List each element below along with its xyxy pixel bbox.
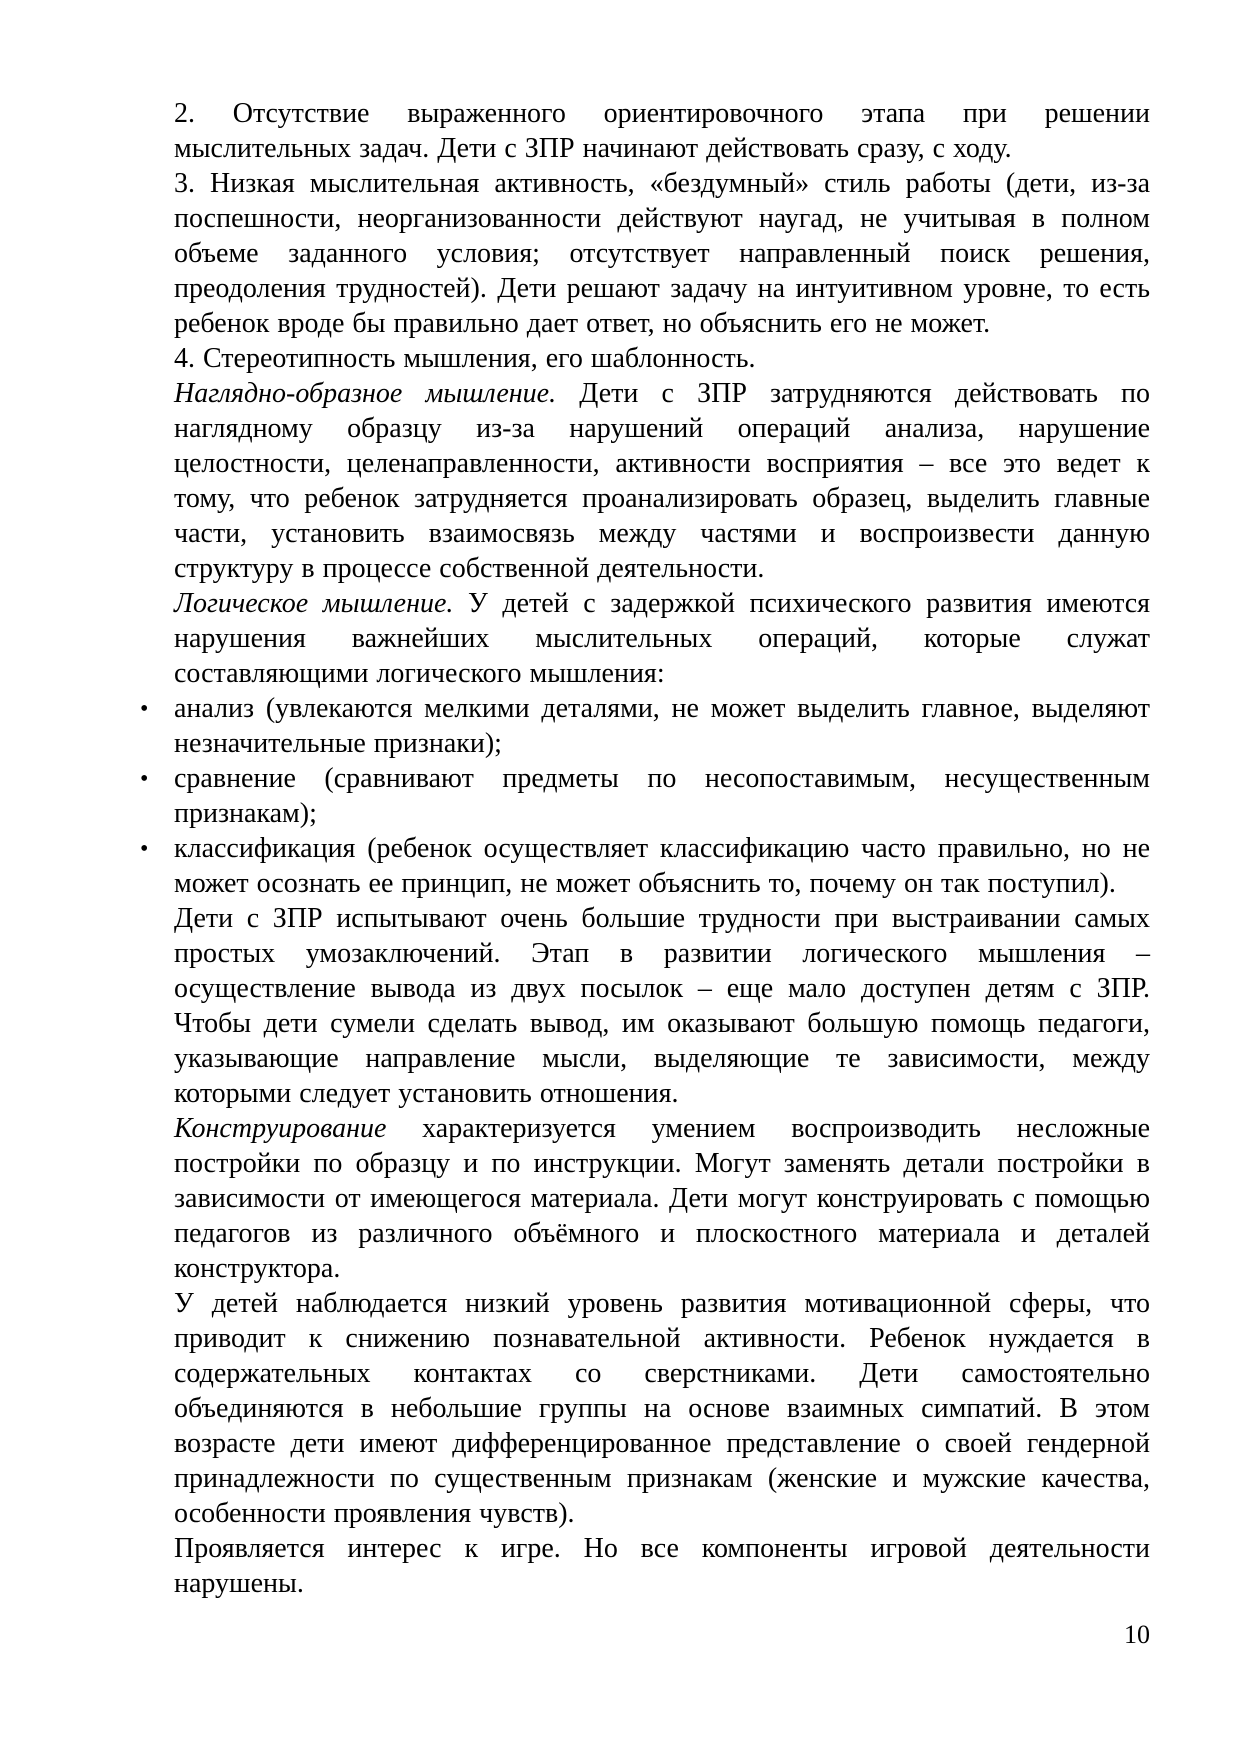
list-item-text: анализ (увлекаются мелкими деталями, не может выделить главное, выделяют незначительные признаки);: [174, 693, 1150, 759]
paragraph-logical-thinking: [174, 586, 1150, 691]
paragraph-inference-difficulties: Дети с ЗПР испытывают очень большие трудности при выстраивании самых простых умозаключений. Этап в развитии логического мышления – осуществление вывода из двух посылок – еще мало доступен детям с ЗПР. Чтобы дети сумели сделать вывод, им оказывают большую помощь педагоги, указывающие направление мысли, выделяющие те зависимости, между которыми следует установить отношения.: [174, 903, 1150, 1109]
paragraph-text: характеризуется умением воспроизводить несложные постройки по образцу и по инструкции. Могут заменять детали постройки в зависимости от имеющегося материала. Дети могут конструировать с помощью педагогов из различного объёмного и плоскостного материала и деталей конструктора.: [174, 1113, 1150, 1284]
document-text: [140, 96, 1150, 1601]
paragraph-orientation-stage: 2. Отсутствие выраженного ориентировочного этапа при решении мыслительных задач. Дети с ЗПР начинают действовать сразу, с ходу.: [174, 98, 1150, 164]
paragraph-text: У детей с задержкой психического развития имеются нарушения важнейших мыслительных операций, которые служат составляющими логического мышления:: [174, 588, 1150, 689]
paragraph-low-mental-activity: 3. Низкая мыслительная активность, «бездумный» стиль работы (дети, из-за поспешности, неорганизованности действуют наугад, не учитывая в полном объеме заданного условия; отсутствует направленный поиск решения, преодоления трудностей). Дети решают задачу на интуитивном уровне, то есть ребенок вроде бы правильно дает ответ, но объяснить его не может.: [174, 168, 1150, 339]
bullet-icon: •: [140, 836, 149, 862]
italic-lead-construction: Конструирование: [174, 1113, 387, 1144]
paragraph-stereotypy: 4. Стереотипность мышления, его шаблонность.: [174, 343, 756, 374]
bullet-list: [140, 691, 1150, 901]
paragraph-text: Дети с ЗПР затрудняются действовать по наглядному образцу из-за нарушений операций анализа, нарушение целостности, целенаправленности, активности восприятия – все это ведет к тому, что ребенок затрудняется проанализировать образец, выделить главные части, установить взаимосвязь между частями и воспроизвести данную структуру в процессе собственной деятельности.: [174, 378, 1150, 584]
paragraph-game-interest: Проявляется интерес к игре. Но все компоненты игровой деятельности нарушены.: [174, 1533, 1150, 1599]
list-item-comparison: [140, 761, 1150, 831]
bullet-icon: •: [140, 696, 149, 722]
italic-lead-visual-figurative: Наглядно-образное мышление.: [174, 378, 557, 409]
list-item-text: сравнение (сравнивают предметы по несопоставимым, несущественным признакам);: [174, 763, 1150, 829]
list-item-classification: [140, 831, 1150, 901]
paragraph-motivation-sphere: У детей наблюдается низкий уровень развития мотивационной сферы, что приводит к снижению познавательной активности. Ребенок нуждается в содержательных контактах со сверстниками. Дети самостоятельно объединяются в небольшие группы на основе взаимных симпатий. В этом возрасте дети имеют дифференцированное представление о своей гендерной принадлежности по существенным признакам (женские и мужские качества, особенности проявления чувств).: [174, 1288, 1150, 1529]
list-item-text: классификация (ребенок осуществляет классификацию часто правильно, но не может осознать ее принцип, не может объяснить то, почему он так поступил).: [174, 833, 1150, 899]
paragraph-construction: [174, 1111, 1150, 1286]
bullet-icon: •: [140, 766, 149, 792]
page-number: 10: [1124, 1620, 1150, 1649]
paragraph-visual-figurative-thinking: [174, 376, 1150, 586]
italic-lead-logical: Логическое мышление.: [174, 588, 454, 619]
list-item-analysis: [140, 691, 1150, 761]
